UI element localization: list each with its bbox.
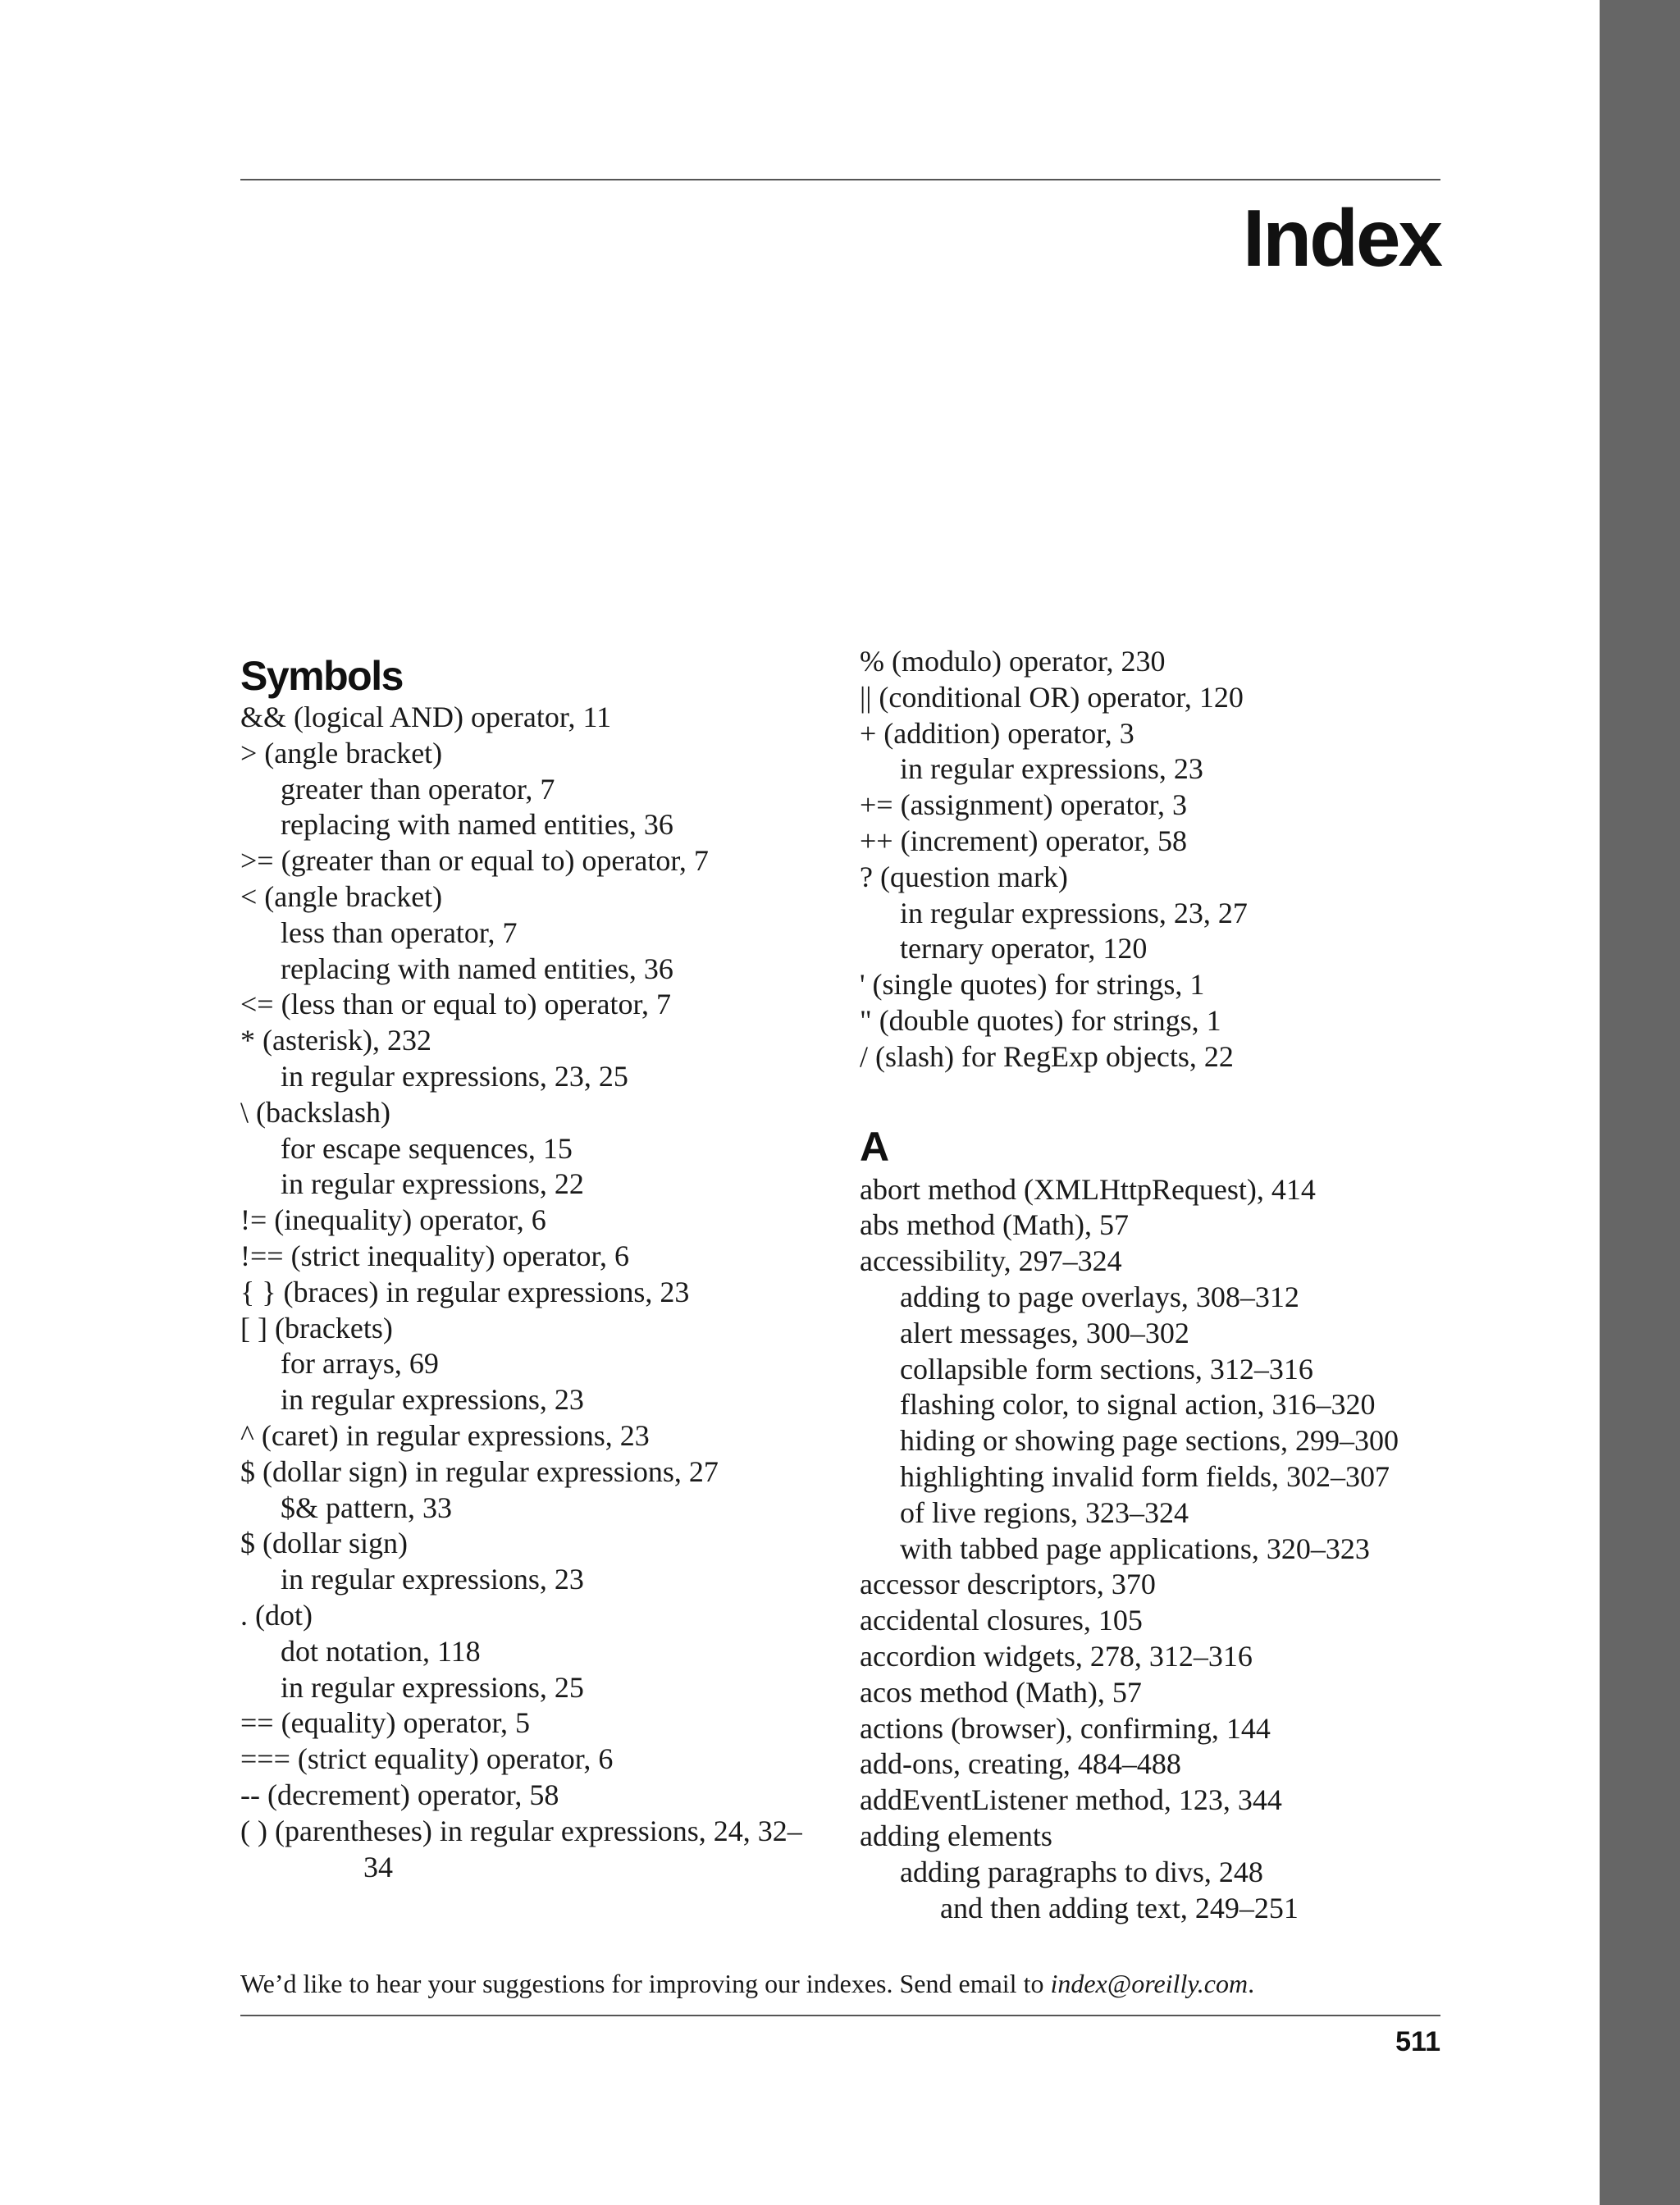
index-entry: ' (single quotes) for strings, 1 bbox=[860, 968, 1205, 1002]
index-subentry: alert messages, 300–302 bbox=[900, 1316, 1189, 1349]
index-entry: % (modulo) operator, 230 bbox=[860, 645, 1166, 678]
index-subentry: replacing with named entities, 36 bbox=[281, 952, 673, 985]
section-spacer bbox=[860, 1075, 1434, 1116]
page-title: Index bbox=[1243, 193, 1440, 283]
index-subentry: collapsible form sections, 312–316 bbox=[900, 1352, 1313, 1386]
index-entry: accessibility, 297–324 bbox=[860, 1244, 1122, 1278]
index-entry: + (addition) operator, 3 bbox=[860, 716, 1134, 750]
index-subentry: in regular expressions, 23, 25 bbox=[281, 1059, 628, 1093]
feedback-text: We’d like to hear your suggestions for improving our indexes. Send email to bbox=[240, 1969, 1051, 1998]
index-column-left bbox=[240, 644, 847, 1885]
index-subentry: in regular expressions, 23 bbox=[281, 1563, 584, 1596]
index-subentry: in regular expressions, 23 bbox=[281, 1383, 584, 1417]
index-entry: <= (less than or equal to) operator, 7 bbox=[240, 988, 672, 1021]
index-subentry: adding to page overlays, 308–312 bbox=[900, 1280, 1299, 1313]
index-subentry: with tabbed page applications, 320–323 bbox=[900, 1532, 1370, 1565]
index-subsubentry: and then adding text, 249–251 bbox=[940, 1891, 1299, 1924]
index-entry: { } (braces) in regular expressions, 23 bbox=[240, 1275, 690, 1308]
index-entry: != (inequality) operator, 6 bbox=[240, 1203, 546, 1237]
index-entry: $ (dollar sign) bbox=[240, 1527, 408, 1560]
index-entry: accidental closures, 105 bbox=[860, 1604, 1143, 1637]
index-entry: >= (greater than or equal to) operator, 7 bbox=[240, 844, 709, 878]
index-entry: add-ons, creating, 484–488 bbox=[860, 1747, 1181, 1781]
index-entry: $ (dollar sign) in regular expressions, 27 bbox=[240, 1454, 719, 1488]
index-entry: . (dot) bbox=[240, 1598, 313, 1632]
index-entry: ^ (caret) in regular expressions, 23 bbox=[240, 1418, 650, 1452]
index-entry: * (asterisk), 232 bbox=[240, 1024, 431, 1057]
index-entry: abort method (XMLHttpRequest), 414 bbox=[860, 1172, 1316, 1206]
index-subentry: for escape sequences, 15 bbox=[281, 1131, 573, 1165]
index-subentry: in regular expressions, 25 bbox=[281, 1670, 584, 1704]
index-subentry: in regular expressions, 23, 27 bbox=[900, 896, 1248, 929]
page-edge-bar bbox=[1600, 0, 1680, 2205]
index-column-right bbox=[860, 644, 1434, 1926]
index-entry: actions (browser), confirming, 144 bbox=[860, 1711, 1271, 1745]
index-entry: [ ] (brackets) bbox=[240, 1311, 393, 1344]
index-subentry: for arrays, 69 bbox=[281, 1347, 439, 1381]
feedback-end: . bbox=[1248, 1969, 1255, 1998]
index-subentry: of live regions, 323–324 bbox=[900, 1495, 1189, 1529]
index-entry: \ (backslash) bbox=[240, 1095, 390, 1129]
index-entry: accordion widgets, 278, 312–316 bbox=[860, 1639, 1253, 1673]
page-number: 511 bbox=[1395, 2026, 1440, 2057]
index-entry: += (assignment) operator, 3 bbox=[860, 788, 1188, 822]
index-feedback-note bbox=[240, 1967, 1254, 2000]
index-entry: / (slash) for RegExp objects, 22 bbox=[860, 1039, 1234, 1073]
bottom-rule bbox=[240, 2015, 1440, 2016]
index-entry: || (conditional OR) operator, 120 bbox=[860, 680, 1244, 714]
index-entry: -- (decrement) operator, 58 bbox=[240, 1778, 559, 1811]
index-entry: acos method (Math), 57 bbox=[860, 1675, 1142, 1709]
top-rule bbox=[240, 179, 1440, 180]
index-entry: " (double quotes) for strings, 1 bbox=[860, 1003, 1221, 1037]
index-entry: !== (strict inequality) operator, 6 bbox=[240, 1239, 630, 1272]
index-entry: === (strict equality) operator, 6 bbox=[240, 1742, 614, 1776]
index-entry: && (logical AND) operator, 11 bbox=[240, 701, 612, 733]
index-subentry: greater than operator, 7 bbox=[281, 772, 555, 806]
index-subentry: in regular expressions, 22 bbox=[281, 1167, 584, 1201]
index-entry: accessor descriptors, 370 bbox=[860, 1568, 1156, 1601]
index-subentry: $& pattern, 33 bbox=[281, 1491, 452, 1524]
index-subentry: flashing color, to signal action, 316–320 bbox=[900, 1388, 1376, 1422]
index-entry: adding elements bbox=[860, 1819, 1052, 1852]
feedback-email: index@oreilly.com bbox=[1050, 1969, 1249, 1998]
index-entry-continuation: 34 bbox=[363, 1850, 393, 1883]
index-entry: == (equality) operator, 5 bbox=[240, 1706, 531, 1740]
section-heading-a: A bbox=[860, 1123, 888, 1170]
index-entry: ++ (increment) operator, 58 bbox=[860, 824, 1188, 857]
index-entry: addEventListener method, 123, 344 bbox=[860, 1783, 1282, 1817]
index-entry: abs method (Math), 57 bbox=[860, 1208, 1129, 1242]
section-heading-symbols: Symbols bbox=[240, 653, 403, 699]
index-entry: ? (question mark) bbox=[860, 860, 1068, 893]
index-entry: < (angle bracket) bbox=[240, 879, 443, 913]
index-subentry: in regular expressions, 23 bbox=[900, 752, 1203, 786]
index-subentry: adding paragraphs to divs, 248 bbox=[900, 1855, 1263, 1888]
index-subentry: hiding or showing page sections, 299–300 bbox=[900, 1424, 1399, 1458]
index-subentry: ternary operator, 120 bbox=[900, 932, 1148, 966]
index-subentry: replacing with named entities, 36 bbox=[281, 808, 673, 842]
index-subentry: dot notation, 118 bbox=[281, 1634, 481, 1668]
index-entry: ( ) (parentheses) in regular expressions, 24, 32– bbox=[240, 1814, 802, 1847]
index-subentry: highlighting invalid form fields, 302–307 bbox=[900, 1459, 1390, 1493]
index-entry: > (angle bracket) bbox=[240, 736, 443, 769]
index-subentry: less than operator, 7 bbox=[281, 915, 518, 949]
